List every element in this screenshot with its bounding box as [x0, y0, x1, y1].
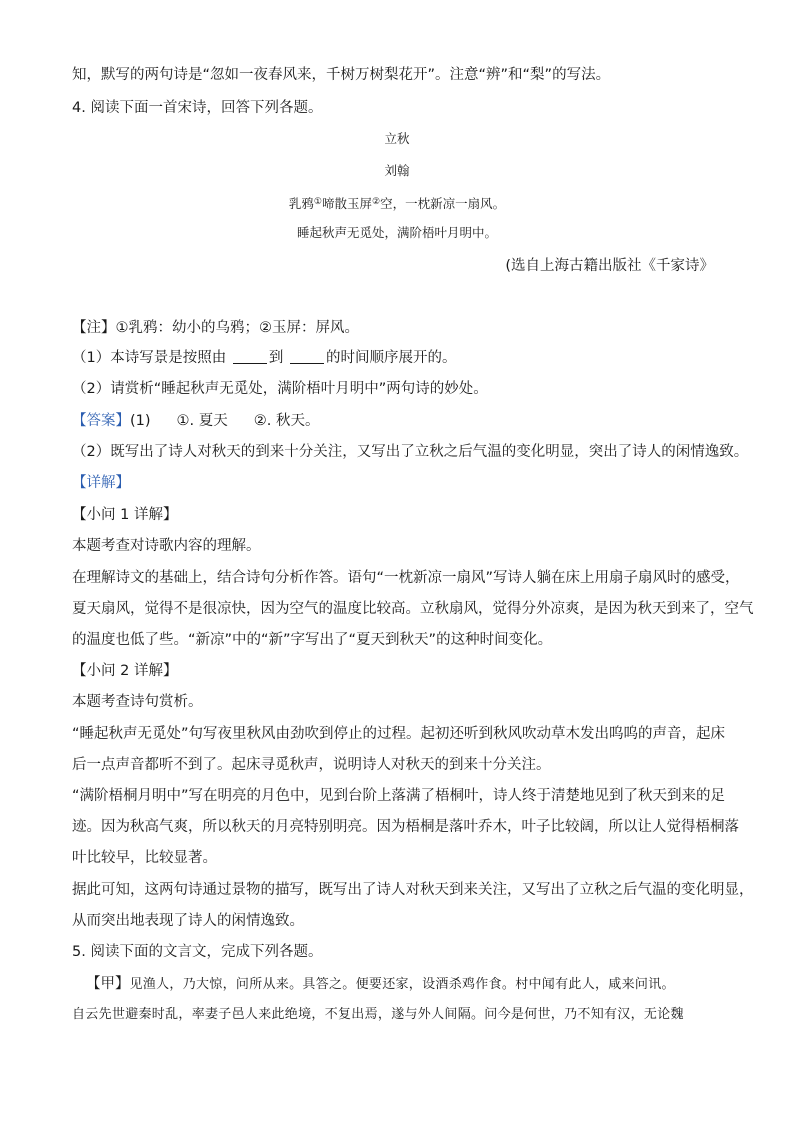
passage-jia-tag: 【甲】 — [86, 976, 130, 992]
answer-2: （2）既写出了诗人对秋天的到来十分关注，又写出了立秋之后气温的变化明显，突出了诗人的闲情逸致。 — [72, 444, 749, 460]
poem-source: (选自上海古籍出版社《千家诗》 — [505, 258, 714, 274]
poem-title: 立秋 — [384, 131, 410, 146]
sub-2-detail-p2-l2: 后一点声音都听不到了。起床寻觅秋声，说明诗人对秋天的到来十分关注。 — [72, 757, 551, 773]
sub-2-detail-p3-l1: “满阶梧桐月明中”写在明亮的月色中，见到台阶上落满了梧桐叶，诗人终于清楚地见到了秋天到来的足 — [72, 788, 726, 804]
sub-1-detail-heading: 【小问 1 详解】 — [72, 507, 178, 523]
sub-2-detail-p3-l2: 迹。因为秋高气爽，所以秋天的月亮特别明亮。因为梧桐是落叶乔木，叶子比较阔，所以让人觉得梧桐落 — [72, 819, 739, 835]
poem-author: 刘翰 — [384, 163, 410, 178]
sub-question-1-a: （1）本诗写景是按照由 — [72, 350, 231, 366]
sub-1-detail-p2-l3: 的温度也低了些。“新凉”中的“新”字写出了“夏天到秋天”的这种时间变化。 — [72, 632, 553, 648]
question-5-title: 5. 阅读下面的文言文，完成下列各题。 — [72, 944, 323, 960]
poem-line-2: 睡起秋声无觅处，满阶梧叶月明中。 — [296, 225, 497, 240]
note-marker-2: ② — [372, 197, 381, 207]
answer-blank-2 — [290, 349, 324, 364]
note-marker-1: ① — [313, 197, 322, 207]
question-4-title: 4. 阅读下面一首宋诗，回答下列各题。 — [72, 100, 323, 116]
intro-line: 知，默写的两句诗是“忽如一夜春风来，千树万树梨花开”。注意“辨”和“梨”的写法。 — [72, 67, 611, 83]
sub-1-detail-p2-l1: 在理解诗文的基础上，结合诗句分析作答。语句“一枕新凉一扇风”写诗人躺在床上用扇子扇风时的感受， — [72, 570, 740, 586]
answer-blank-1 — [233, 349, 267, 364]
sub-1-detail-p1: 本题考查对诗歌内容的理解。 — [72, 538, 261, 554]
passage-jia-line-2: 自云先世避秦时乱，率妻子邑人来此绝境，不复出焉，遂与外人间隔。问今是何世，乃不知有汉，无论魏 — [72, 1007, 684, 1022]
poem-line-1 — [0, 193, 794, 213]
detail-tag: 【详解】 — [72, 475, 130, 491]
answer-tag: 【答案】 — [72, 413, 130, 429]
poem-line-1-b: 啼散玉屏 — [321, 196, 372, 211]
sub-2-detail-p4-l2: 从而突出地表现了诗人的闲情逸致。 — [72, 913, 304, 929]
sub-question-1 — [72, 348, 456, 368]
answer-1-item-1: ①. 夏天 — [176, 413, 228, 429]
poem-note: 【注】①乳鸦：幼小的乌鸦；②玉屏：屏风。 — [72, 320, 359, 336]
sub-2-detail-p4-l1: 据此可知，这两句诗通过景物的描写，既写出了诗人对秋天到来关注，又写出了立秋之后气温的变化明显， — [72, 882, 754, 898]
poem-line-1-c: 空，一枕新凉一扇风。 — [380, 196, 506, 211]
sub-2-detail-p2-l1: “睡起秋声无觅处”句写夜里秋风由劲吹到停止的过程。起初还听到秋风吹动草木发出呜呜的声音，起床 — [72, 726, 726, 742]
passage-jia-line-1 — [86, 974, 675, 995]
sub-1-detail-p2-l2: 夏天扇风，觉得不是很凉快，因为空气的温度比较高。立秋扇风，觉得分外凉爽，是因为秋天到来了，空气 — [72, 601, 754, 617]
sub-question-2: （2）请赏析“睡起秋声无觅处，满阶梧叶月明中”两句诗的妙处。 — [72, 381, 488, 397]
poem-line-1-a: 乳鸦 — [288, 196, 314, 211]
answer-row-1 — [72, 411, 319, 431]
passage-jia-text-1: 见渔人，乃大惊，问所从来。具答之。便要还家，设酒杀鸡作食。村中闻有此人，咸来问讯。 — [129, 977, 675, 992]
answer-1-item-2: ②. 秋天。 — [253, 413, 320, 429]
sub-question-1-c: 的时间顺序展开的。 — [325, 350, 457, 366]
sub-2-detail-p1: 本题考查诗句赏析。 — [72, 694, 203, 710]
answer-1-prefix: (1) — [130, 413, 151, 429]
sub-2-detail-p3-l3: 叶比较早，比较显著。 — [72, 850, 217, 866]
sub-2-detail-heading: 【小问 2 详解】 — [72, 663, 178, 679]
sub-question-1-b: 到 — [268, 350, 288, 366]
